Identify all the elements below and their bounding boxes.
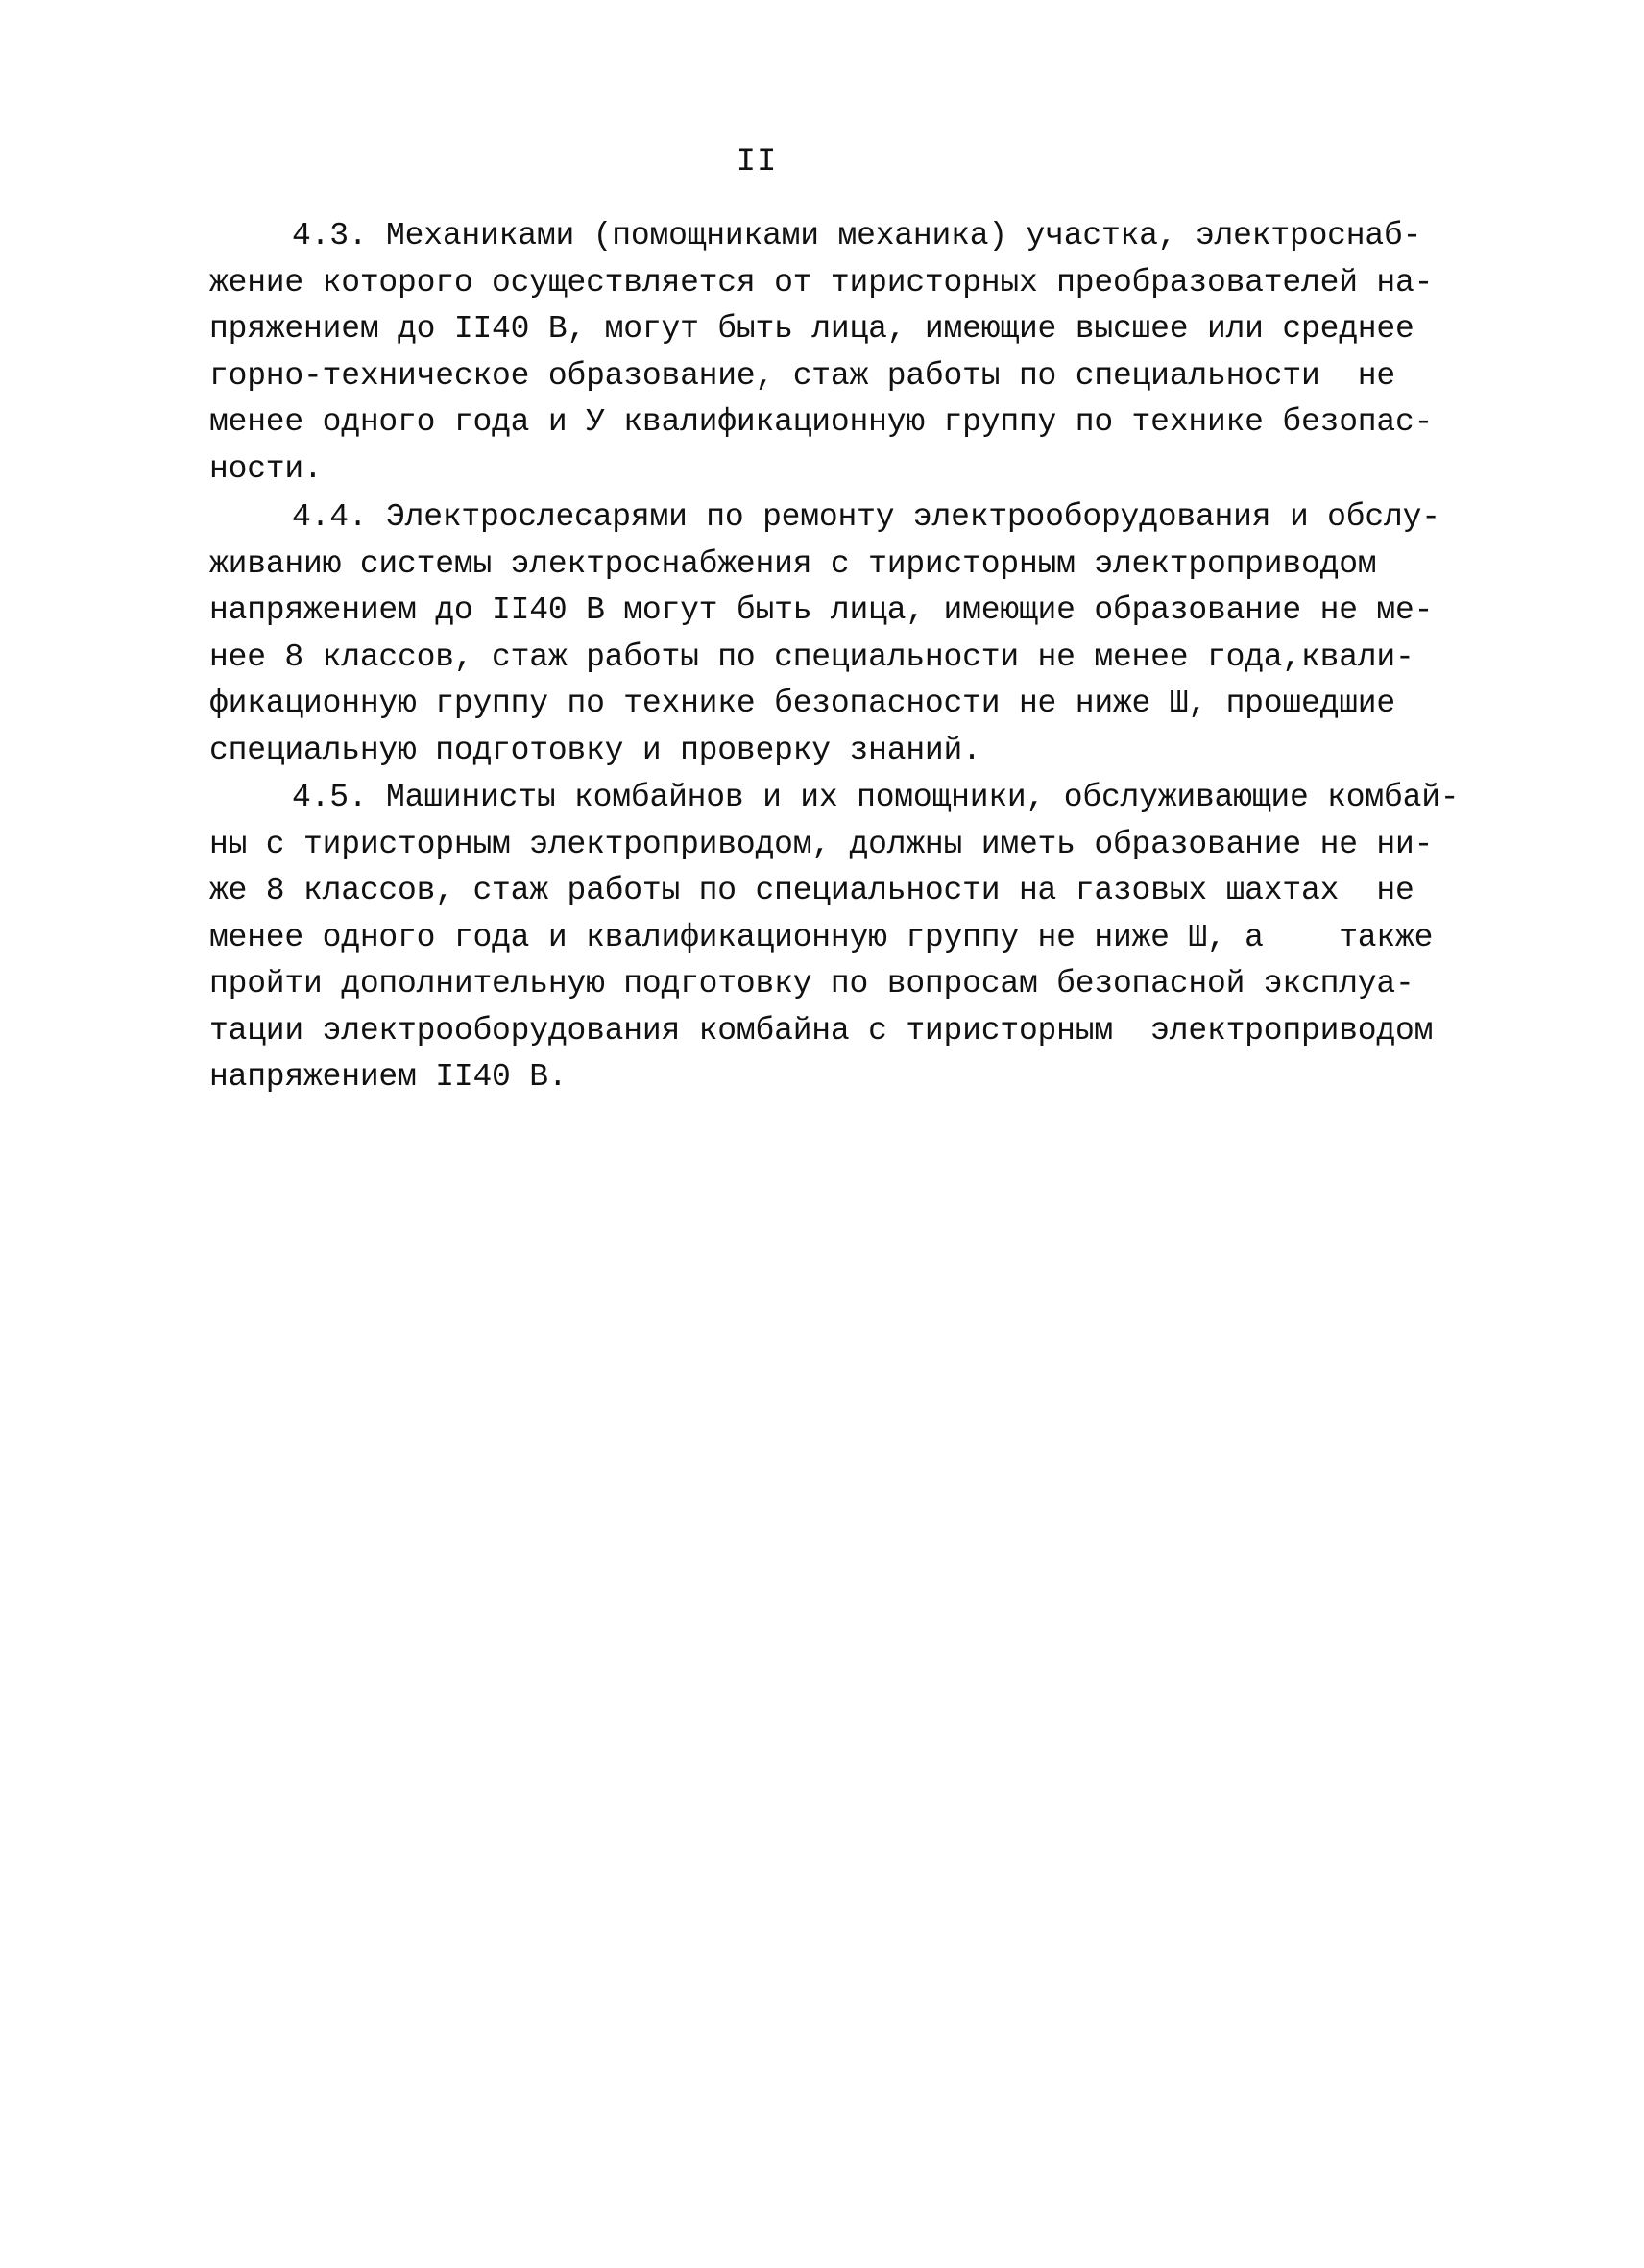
- paragraph-line: ности.: [209, 450, 323, 487]
- paragraph-4-3: [209, 213, 1496, 493]
- paragraph-line: ны с тиристорным электроприводом, должны иметь образование не ни-: [209, 826, 1434, 862]
- paragraph-line: напряжением до II40 В могут быть лица, имеющие образование не ме-: [209, 592, 1434, 628]
- paragraph-line: нее 8 классов, стаж работы по специальности не менее года,квали-: [209, 639, 1414, 675]
- paragraph-line: менее одного года и квалификационную группу не ниже Ш, а также: [209, 919, 1434, 955]
- paragraph-line: 4.3. Механиками (помощниками механика) участка, электроснаб-: [292, 218, 1422, 253]
- paragraph-line: же 8 классов, стаж работы по специальности на газовых шахтах не: [209, 873, 1414, 908]
- paragraph-4-4: [209, 495, 1496, 774]
- paragraph-line: специальную подготовку и проверку знаний.: [209, 732, 981, 768]
- paragraph-line: напряжением II40 В.: [209, 1059, 568, 1095]
- paragraph-line: пройти дополнительную подготовку по вопросам безопасной эксплуа-: [209, 966, 1414, 1001]
- paragraph-line: фикационную группу по технике безопасности не ниже Ш, прошедшие: [209, 686, 1396, 721]
- paragraph-line: горно-техническое образование, стаж работы по специальности не: [209, 357, 1396, 394]
- paragraph-line: пряжением до II40 В, могут быть лица, имеющие высшее или среднее: [209, 311, 1414, 347]
- paragraph-line: живанию системы электроснабжения с тиристорным электроприводом: [209, 545, 1377, 582]
- paragraph-line: жение которого осуществляется от тиристорных преобразователей на-: [209, 264, 1434, 301]
- paragraph-4-5: [209, 775, 1496, 1101]
- paragraph-line: менее одного года и У квалификационную группу по технике безопас-: [209, 404, 1434, 440]
- paragraph-line: 4.4. Электрослесарями по ремонту электрооборудования и обслу-: [292, 499, 1440, 535]
- page-number: II: [736, 144, 778, 181]
- paragraph-line: 4.5. Машинисты комбайнов и их помощники, обслуживающие комбай-: [292, 780, 1460, 815]
- paragraph-line: тации электрооборудования комбайна с тиристорным электроприводом: [209, 1012, 1434, 1049]
